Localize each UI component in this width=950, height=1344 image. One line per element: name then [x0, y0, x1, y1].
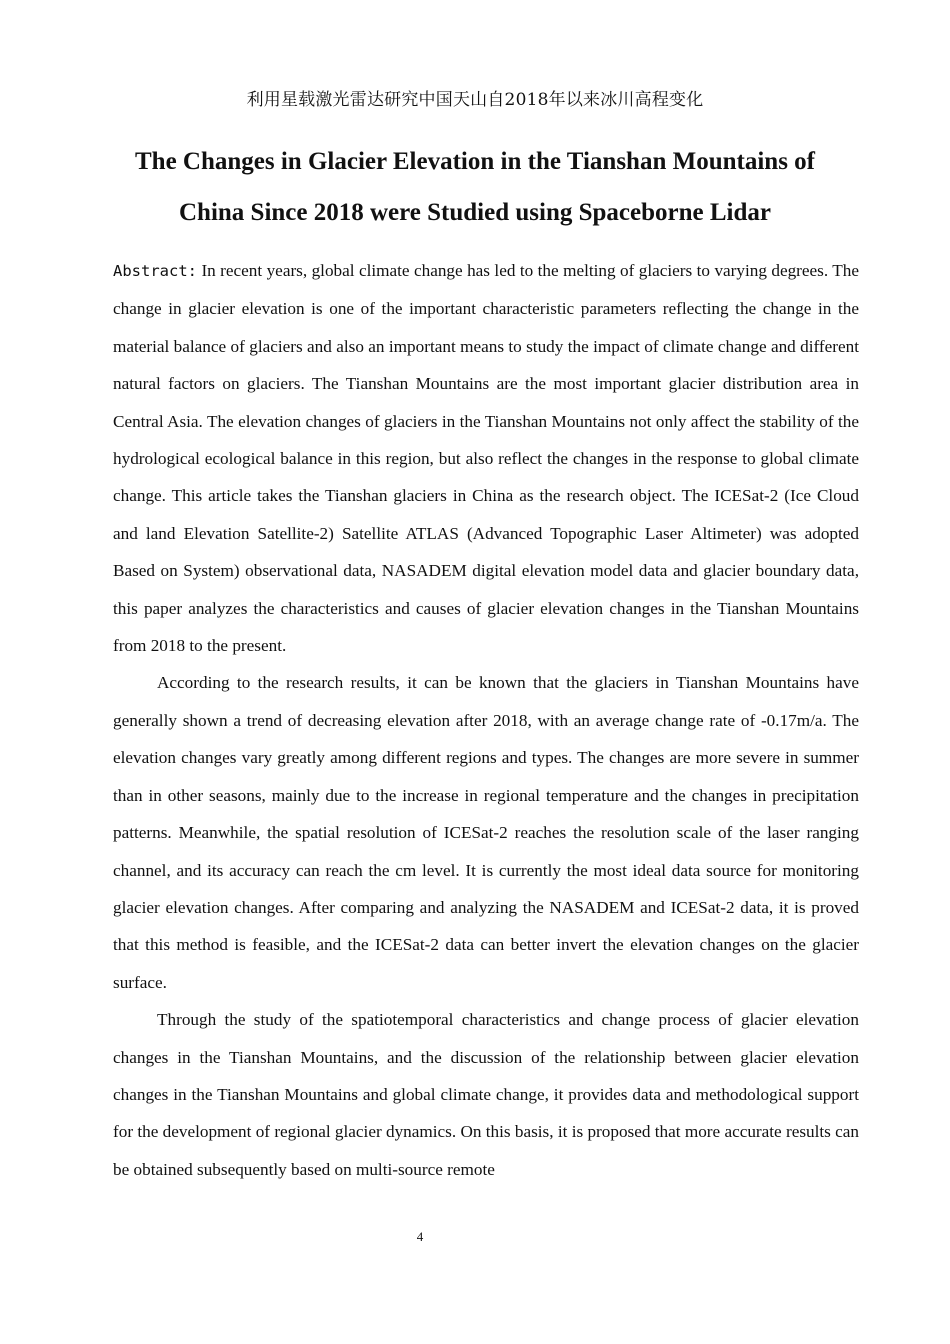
- paper-title: [96, 136, 854, 238]
- abstract-paragraph-1: [113, 252, 859, 664]
- abstract-paragraph-2: According to the research results, it can be known that the glaciers in Tianshan Mountains have generally shown a trend of decreasing elevation after 2018, with an average change rate of -0.17m/a. The elevation changes vary greatly among different regions and types. The changes are more severe in summer than in other seasons, mainly due to the increase in regional temperature and the changes in precipitation patterns. Meanwhile, the spatial resolution of ICESat-2 reaches the resolution scale of the laser ranging channel, and its accuracy can reach the cm level. It is currently the most ideal data source for monitoring glacier elevation changes. After comparing and analyzing the NASADEM and ICESat-2 data, it is proved that this method is feasible, and the ICESat-2 data can better invert the elevation changes on the glacier surface.: [113, 673, 859, 992]
- paper-title-line-1: The Changes in Glacier Elevation in the Tianshan Mountains of: [135, 148, 815, 175]
- paper-title-line-2: China Since 2018 were Studied using Spaceborne Lidar: [179, 199, 771, 226]
- page-number: 4: [416, 1229, 424, 1244]
- abstract-paragraph-3: Through the study of the spatiotemporal characteristics and change process of glacier elevation changes in the Tianshan Mountains, and the discussion of the relationship between glacier elevation changes in the Tianshan Mountains and global climate change, it provides data and methodological support for the development of regional glacier dynamics. On this basis, it is proposed that more accurate results can be obtained subsequently based on multi-source remote: [113, 1010, 859, 1179]
- abstract-label: Abstract:: [113, 262, 197, 280]
- running-header: 利用星载激光雷达研究中国天山自2018年以来冰川高程变化: [246, 90, 704, 110]
- abstract-paragraph-1-text: In recent years, global climate change has led to the melting of glaciers to varying degrees. The change in glacier elevation is one of the important characteristic parameters reflecting the change in the material balance of glaciers and also an important means to study the impact of climate change and different natural factors on glaciers. The Tianshan Mountains are the most important glacier distribution area in Central Asia. The elevation changes of glaciers in the Tianshan Mountains not only affect the stability of the hydrological ecological balance in this region, but also reflect the changes in the response to global climate change. This article takes the Tianshan glaciers in China as the research object. The ICESat-2 (Ice Cloud and land Elevation Satellite-2) Satellite ATLAS (Advanced Topographic Laser Altimeter) was adopted Based on System) observational data, NASADEM digital elevation model data and glacier boundary data, this paper analyzes the characteristics and causes of glacier elevation changes in the Tianshan Mountains from 2018 to the present.: [113, 261, 859, 656]
- abstract-section: [113, 252, 859, 1188]
